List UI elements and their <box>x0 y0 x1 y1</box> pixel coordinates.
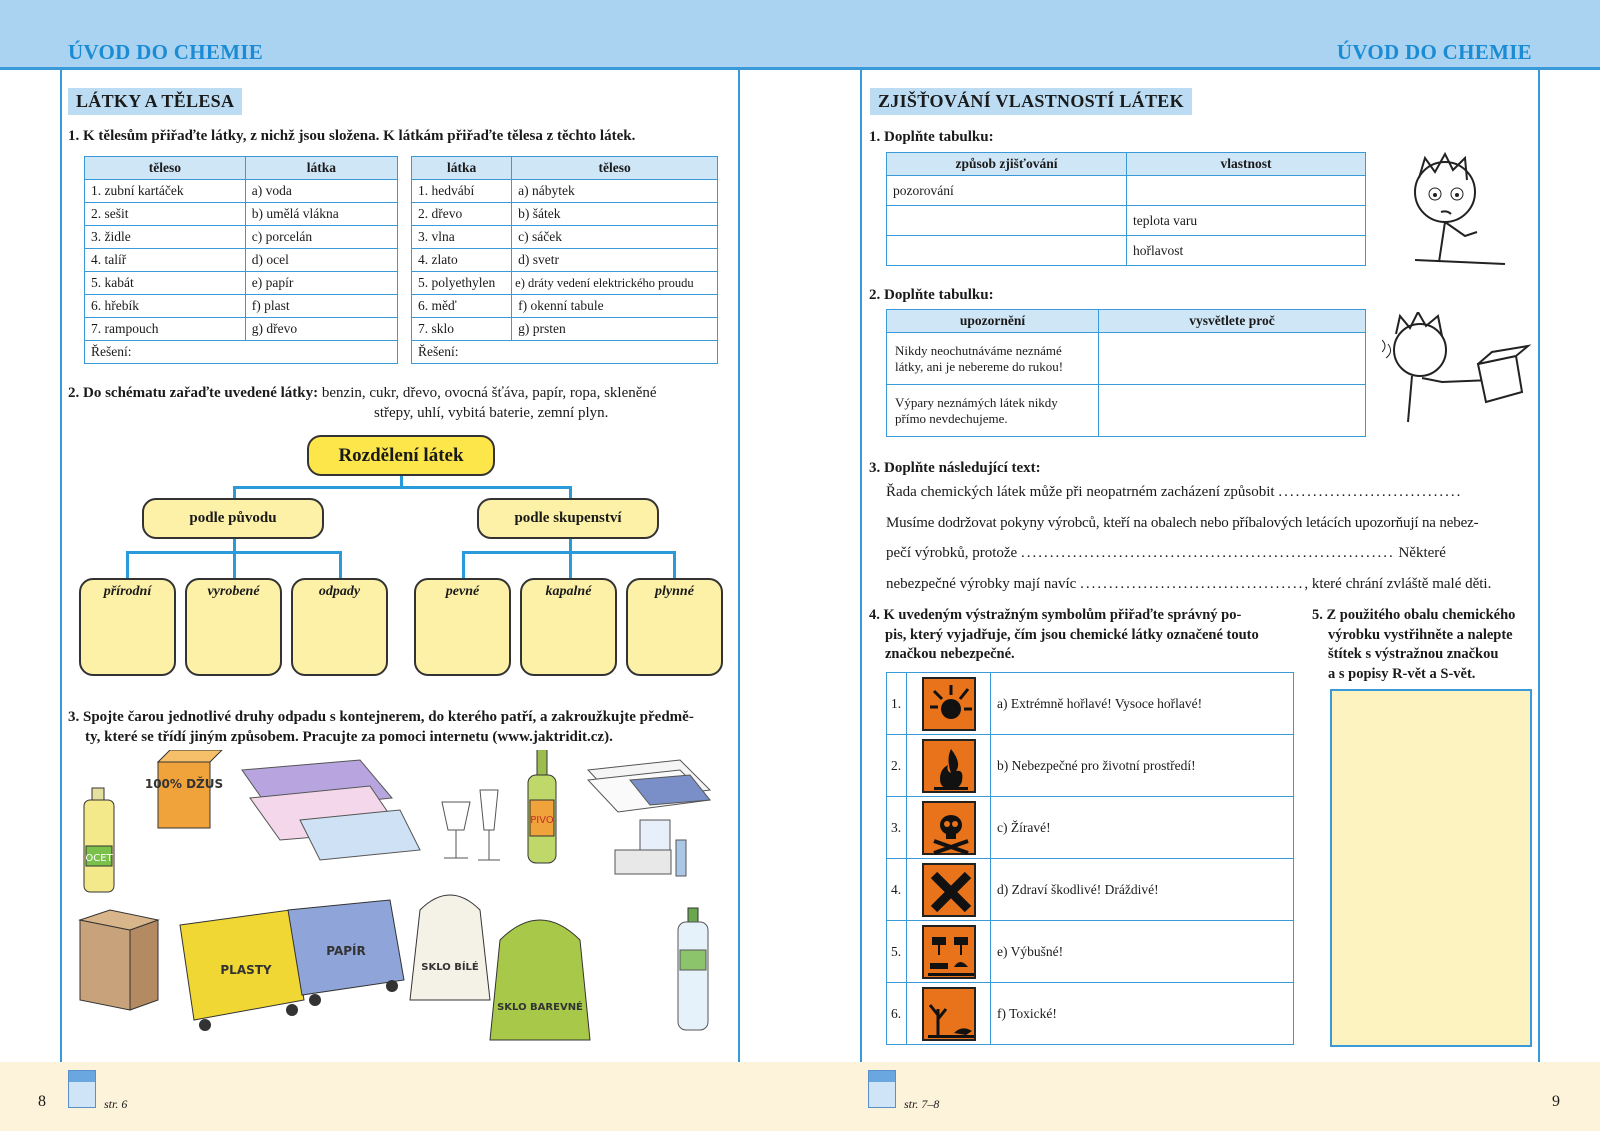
hazard-symbol-cell <box>907 921 991 983</box>
skull-icon <box>922 801 976 855</box>
table-latka-teleso <box>411 156 718 364</box>
page-ref-right: str. 7–8 <box>904 1097 940 1111</box>
environment-icon <box>922 987 976 1041</box>
question-3-left-line2: ty, které se třídí jiným způsobem. Pracujte za pomoci internetu (www.jaktridit.cz). <box>85 729 613 745</box>
table-row: 2. dřevo b) šátek <box>412 203 718 226</box>
blank-dots[interactable]: ................................................................. <box>1020 545 1395 561</box>
table-row: 3. vlna c) sáček <box>412 226 718 249</box>
scheme-leaf-solid: pevné <box>414 578 511 676</box>
scheme-connector <box>126 551 129 579</box>
table-warnings <box>886 309 1366 437</box>
table-row: 1. zubní kartáček a) voda <box>85 180 398 203</box>
table-row: 5. e) Výbušné! <box>887 921 1294 983</box>
table-row: Nikdy neochutnáváme neznámé látky, ani je nebereme do rukou! <box>887 333 1366 385</box>
solution-row: Řešení: <box>412 341 718 364</box>
explosive-icon <box>922 677 976 731</box>
cross-icon <box>922 863 976 917</box>
hazard-symbol-cell <box>907 983 991 1045</box>
plastic-bin-icon <box>180 910 304 1031</box>
scheme-leaf-natural: přírodní <box>79 578 176 676</box>
question-4-right: 4. K uvedeným výstražným symbolům přiřaďte správný po- pis, který vyjadřuje, čím jsou chemické látky označené touto značkou nebezpečné. <box>869 607 1259 662</box>
cardboard-box-icon <box>80 910 158 1010</box>
flame-icon <box>922 739 976 793</box>
table-header: těleso <box>85 157 246 180</box>
table-header: látka <box>245 157 397 180</box>
question-3-left: 3. Spojte čarou jednotlivé druhy odpadu s kontejnerem, do kterého patří, a zakroužkujte předmě- <box>68 709 694 725</box>
scheme-connector <box>233 539 236 551</box>
hazard-symbol-cell <box>907 735 991 797</box>
puzzled-boy-icon <box>1405 152 1515 270</box>
scheme-node-state: podle skupenství <box>477 498 659 539</box>
svg-text:PIVO: PIVO <box>530 815 554 826</box>
table-row: Výpary neznámých látek nikdy přímo nevdechujeme. <box>887 385 1366 437</box>
question-2-right: 2. Doplňte tabulku: <box>869 287 994 303</box>
right-page-border-right <box>1538 70 1540 1062</box>
table-row: hořlavost <box>887 236 1366 266</box>
svg-text:OCET: OCET <box>85 853 113 864</box>
table-row: 1. hedvábí a) nábytek <box>412 180 718 203</box>
fill-line-2: Musíme dodržovat pokyny výrobců, kteří na obalech nebo příbalových letácích upozorňují na nebez- <box>886 515 1479 531</box>
question-3-right: 3. Doplňte následující text: <box>869 460 1041 476</box>
water-bottle-icon <box>678 908 708 1030</box>
waste-illustration <box>70 750 732 1060</box>
scheme-leaf-waste: odpady <box>291 578 388 676</box>
sniffing-boy-icon <box>1382 312 1534 430</box>
table-header: těleso <box>512 157 718 180</box>
scheme-root: Rozdělení látek <box>307 435 495 476</box>
fill-line-1: Řada chemických látek může při neopatrném zacházení způsobit ................................ <box>886 484 1461 500</box>
scheme-connector <box>569 539 572 551</box>
table-row: 4. d) Zdraví škodlivé! Dráždivé! <box>887 859 1294 921</box>
beer-bottle-icon <box>528 750 556 863</box>
white-glass-container-icon <box>410 895 490 1000</box>
question-1-right: 1. Doplňte tabulku: <box>869 129 994 145</box>
table-row: 6. hřebík f) plast <box>85 295 398 318</box>
scheme-connector <box>569 486 572 498</box>
book-cover-icon <box>68 1070 96 1108</box>
table-header: vysvětlete proč <box>1099 310 1366 333</box>
medicine-icon <box>615 820 686 876</box>
juice-carton-icon <box>145 750 223 828</box>
scheme-connector <box>233 551 236 579</box>
table-row: 3. c) Žíravé! <box>887 797 1294 859</box>
blank-dots[interactable]: ............................... <box>1278 484 1457 500</box>
table-row: 7. sklo g) prsten <box>412 318 718 341</box>
scheme-connector <box>233 486 572 489</box>
table-hazard-symbols <box>886 672 1294 1045</box>
page-ref-left: str. 6 <box>104 1097 128 1111</box>
scheme-leaf-gas: plynné <box>626 578 723 676</box>
scheme-connector <box>233 486 236 498</box>
scheme-node-origin: podle původu <box>142 498 324 539</box>
table-row: 5. polyethylen e) dráty vedení elektrického proudu <box>412 272 718 295</box>
question-1-left: 1. K tělesům přiřaďte látky, z nichž jsou složena. K látkám přiřaďte tělesa z těchto látek. <box>68 128 636 144</box>
table-row: 5. kabát e) papír <box>85 272 398 295</box>
scheme-connector <box>673 551 676 579</box>
table-row: 1. a) Extrémně hořlavé! Vysoce hořlavé! <box>887 673 1294 735</box>
page-number-left: 8 <box>38 1093 46 1110</box>
svg-text:SKLO BAREVNÉ: SKLO BAREVNÉ <box>497 1002 583 1013</box>
scheme-connector <box>400 476 403 486</box>
question-5-right: 5. Z použitého obalu chemického výrobku vystřihněte a nalepte štítek s výstražnou značkou a s popisy R-vět a S-vět. <box>1312 607 1516 682</box>
table-row: 2. b) Nebezpečné pro životní prostředí! <box>887 735 1294 797</box>
hazard-symbol-cell <box>907 859 991 921</box>
table-row: teplota varu <box>887 206 1366 236</box>
scheme-connector <box>339 551 342 579</box>
vinegar-bottle-icon <box>84 788 114 892</box>
colored-glass-container-icon <box>490 920 590 1040</box>
scheme-leaf-liquid: kapalné <box>520 578 617 676</box>
scheme-connector <box>462 551 465 579</box>
section-title-left: LÁTKY A TĚLESA <box>68 88 242 115</box>
table-header: způsob zjišťování <box>887 153 1127 176</box>
table-header: upozornění <box>887 310 1099 333</box>
paper-stack-icon <box>588 760 710 812</box>
corrosive-icon <box>922 925 976 979</box>
hazard-symbol-cell <box>907 673 991 735</box>
running-head-left: ÚVOD DO CHEMIE <box>68 40 264 64</box>
scheme-connector <box>569 551 572 579</box>
table-row: 7. rampouch g) dřevo <box>85 318 398 341</box>
footer-band <box>0 1062 1600 1131</box>
question-2-left: 2. Do schématu zařaďte uvedené látky: benzin, cukr, dřevo, ovocná šťáva, papír, ropa, skleněné <box>68 385 657 401</box>
question-2-left-line2: střepy, uhlí, vybitá baterie, zemní plyn. <box>374 405 609 421</box>
fill-line-3: pečí výrobků, protože ................................................................. Některé <box>886 545 1446 561</box>
paper-bin-icon <box>288 900 404 1006</box>
scheme-leaf-manufactured: vyrobené <box>185 578 282 676</box>
table-row: 4. talíř d) ocel <box>85 249 398 272</box>
section-title-right: ZJIŠŤOVÁNÍ VLASTNOSTÍ LÁTEK <box>870 88 1192 115</box>
table-row: 6. měď f) okenní tabule <box>412 295 718 318</box>
page-number-right: 9 <box>1552 1093 1560 1110</box>
table-header: látka <box>412 157 512 180</box>
running-head-right: ÚVOD DO CHEMIE <box>1336 40 1532 64</box>
label-paste-area[interactable] <box>1330 689 1532 1047</box>
table-row: 3. židle c) porcelán <box>85 226 398 249</box>
blank-dots[interactable]: ....................................... <box>1080 576 1305 592</box>
solution-row: Řešení: <box>85 341 398 364</box>
table-teleso-latka <box>84 156 398 364</box>
svg-text:SKLO BÍLÉ: SKLO BÍLÉ <box>421 962 479 973</box>
fill-line-4: nebezpečné výrobky mají navíc ......................................., které chrání zvláště malé děti. <box>886 576 1492 592</box>
left-page-border-right <box>738 70 740 1062</box>
right-page-border-left <box>860 70 862 1062</box>
table-row: 2. sešit b) umělá vlákna <box>85 203 398 226</box>
textiles-icon <box>242 760 420 860</box>
left-page-border-left <box>60 70 62 1062</box>
table-header: vlastnost <box>1127 153 1366 176</box>
table-row: 6. f) Toxické! <box>887 983 1294 1045</box>
table-row: 4. zlato d) svetr <box>412 249 718 272</box>
svg-text:100% DŽUS: 100% DŽUS <box>144 777 224 791</box>
svg-text:PAPÍR: PAPÍR <box>326 944 366 958</box>
book-cover-icon <box>868 1070 896 1108</box>
glasses-icon <box>442 790 500 860</box>
svg-text:PLASTY: PLASTY <box>220 963 272 977</box>
table-methods-properties <box>886 152 1366 266</box>
table-row: pozorování <box>887 176 1366 206</box>
hazard-symbol-cell <box>907 797 991 859</box>
